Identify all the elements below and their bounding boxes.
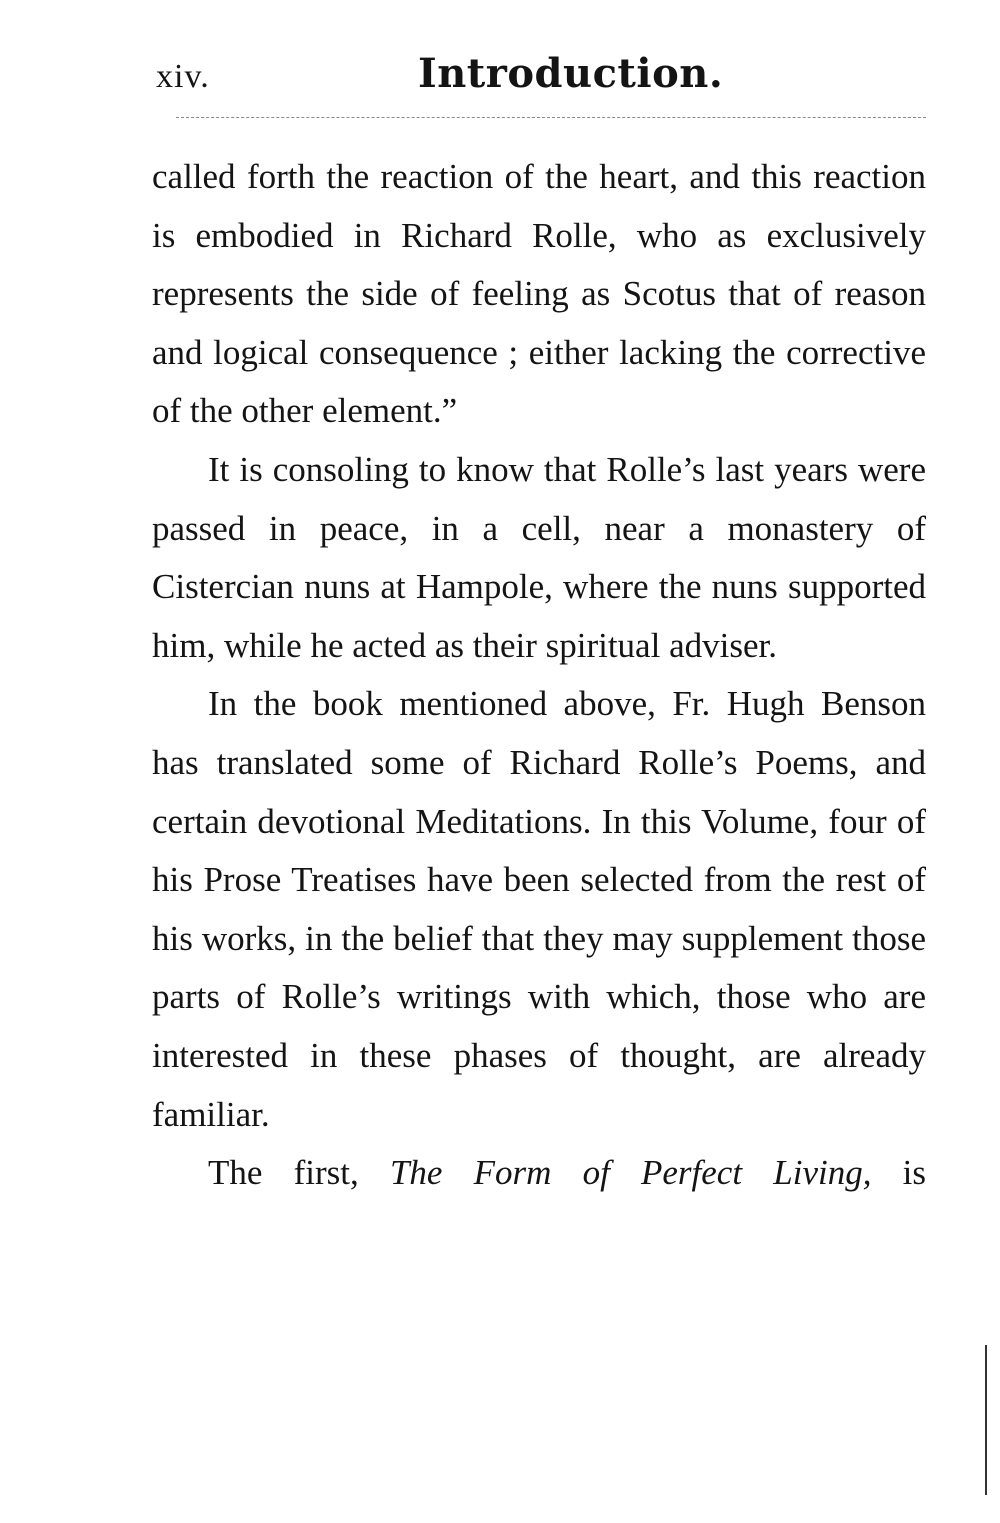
paragraph-1: called forth the reaction of the heart, and this reaction is embodied in Richard Rolle, who as exclusively represents the side of feeling as Scotus that of reason and logical consequence ; either lacking the corrective of the other element.” <box>152 157 926 431</box>
paragraph-4 <box>152 1144 926 1203</box>
page-header <box>150 50 926 120</box>
paragraph-2: It is consoling to know that Rolle’s last years were passed in peace, in a cell, near a monastery of Cistercian nuns at Hampole, where the nuns supported him, while he acted as their spiritual adviser. <box>152 449 926 665</box>
paragraph-3: In the book mentioned above, Fr. Hugh Benson has translated some of Richard Rolle’s Poems, and certain devotional Meditations. In this Volume, four of his Prose Treatises have been selected from the rest of his works, in the belief that they may supplement those parts of Rolle’s writings with which, those who are interested in these phases of thought, are already familiar. <box>152 684 926 1134</box>
running-title: Introduction. <box>418 50 724 97</box>
page-number: xiv. <box>156 58 210 95</box>
margin-edge-line <box>985 1345 987 1495</box>
body-text <box>152 148 926 1203</box>
paragraph-4-lead: The first, <box>208 1153 390 1193</box>
book-title-reference: The Form of Perfect Living, <box>389 1153 872 1193</box>
paragraph-4-tail: is <box>871 1153 926 1193</box>
header-rule <box>176 117 926 118</box>
